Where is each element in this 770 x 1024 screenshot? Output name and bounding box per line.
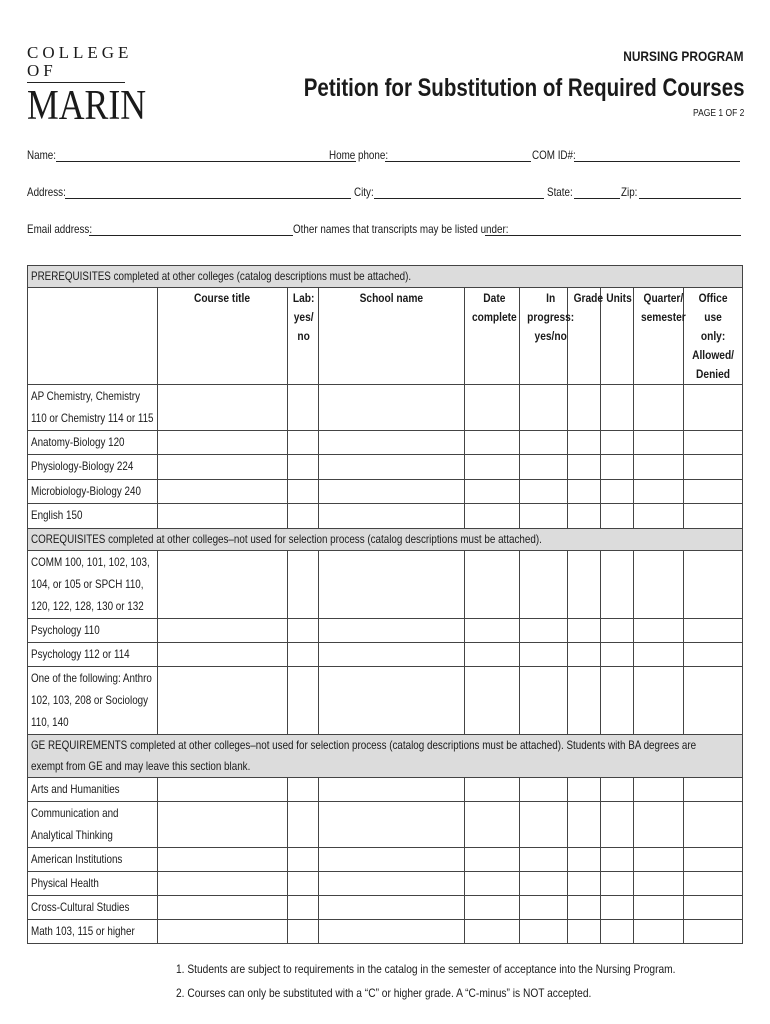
logo-line-marin: MARIN	[27, 83, 147, 129]
table-row	[28, 385, 743, 431]
school-name-cell[interactable]	[319, 431, 465, 455]
state-label: State:	[547, 185, 573, 199]
header-date-complete: Date complete	[465, 288, 520, 385]
footnote-2: 2. Courses can only be substituted with a “C” or higher grade. A “C-minus” is NOT accepted.	[176, 986, 592, 1000]
quarter-semester-cell[interactable]	[634, 455, 684, 480]
quarter-semester-cell[interactable]	[634, 504, 684, 529]
table-row	[28, 643, 743, 667]
requirement-label: Psychology 112 or 114	[31, 647, 130, 661]
course-title-cell[interactable]	[158, 778, 288, 802]
requirement-label: Physiology-Biology 224	[31, 459, 134, 473]
quarter-semester-cell[interactable]	[634, 431, 684, 455]
course-title-cell[interactable]	[158, 920, 288, 944]
units-cell[interactable]	[601, 431, 634, 455]
date-complete-cell[interactable]	[465, 551, 520, 619]
lab-cell[interactable]	[288, 778, 319, 802]
units-cell[interactable]	[601, 551, 634, 619]
table-row	[28, 480, 743, 504]
school-name-cell[interactable]	[319, 455, 465, 480]
office-use-cell	[684, 920, 743, 944]
college-logo	[27, 44, 167, 127]
grade-cell[interactable]	[568, 385, 601, 431]
date-complete-cell[interactable]	[465, 848, 520, 872]
office-use-cell	[684, 431, 743, 455]
school-name-cell[interactable]	[319, 385, 465, 431]
header-quarter-semester: Quarter/ semester	[634, 288, 684, 385]
course-title-cell[interactable]	[158, 504, 288, 529]
date-complete-cell[interactable]	[465, 667, 520, 735]
office-use-cell	[684, 619, 743, 643]
course-table	[27, 265, 743, 944]
logo-line-college-of: COLLEGE OF	[27, 44, 125, 83]
home-phone-field[interactable]	[385, 161, 531, 162]
zip-label: Zip:	[621, 185, 638, 199]
quarter-semester-cell[interactable]	[634, 480, 684, 504]
in-progress-cell[interactable]	[520, 619, 568, 643]
quarter-semester-cell[interactable]	[634, 778, 684, 802]
course-title-cell[interactable]	[158, 896, 288, 920]
requirement-label: One of the following: Anthro 102, 103, 208 or Sociology 110, 140	[31, 671, 152, 729]
address-label: Address:	[27, 185, 66, 199]
in-progress-cell[interactable]	[520, 872, 568, 896]
zip-field[interactable]	[639, 198, 741, 199]
units-cell[interactable]	[601, 643, 634, 667]
quarter-semester-cell[interactable]	[634, 385, 684, 431]
ge-title: GE REQUIREMENTS completed at other colleges–not used for selection process (catalog descriptions must be attached). Students with BA degrees are exempt from GE and may leave this section blank.	[31, 738, 697, 773]
lab-cell[interactable]	[288, 431, 319, 455]
table-row	[28, 504, 743, 529]
units-cell[interactable]	[601, 385, 634, 431]
row-requirement	[28, 480, 158, 504]
date-complete-cell[interactable]	[465, 778, 520, 802]
table-row	[28, 802, 743, 848]
requirement-label: Cross-Cultural Studies	[31, 900, 130, 914]
units-cell[interactable]	[601, 872, 634, 896]
requirement-label: English 150	[31, 508, 83, 522]
name-field[interactable]	[56, 161, 356, 162]
lab-cell[interactable]	[288, 848, 319, 872]
table-row	[28, 778, 743, 802]
grade-cell[interactable]	[568, 848, 601, 872]
grade-cell[interactable]	[568, 872, 601, 896]
coreq-section-header	[28, 529, 743, 551]
ge-section-header	[28, 735, 743, 778]
date-complete-cell[interactable]	[465, 480, 520, 504]
school-name-cell[interactable]	[319, 896, 465, 920]
requirement-label: AP Chemistry, Chemistry 110 or Chemistry 114 or 115	[31, 389, 154, 425]
lab-cell[interactable]	[288, 619, 319, 643]
school-name-cell[interactable]	[319, 920, 465, 944]
table-row	[28, 920, 743, 944]
quarter-semester-cell[interactable]	[634, 667, 684, 735]
office-use-cell	[684, 504, 743, 529]
row-requirement	[28, 896, 158, 920]
course-title-cell[interactable]	[158, 455, 288, 480]
date-complete-cell[interactable]	[465, 802, 520, 848]
course-title-cell[interactable]	[158, 431, 288, 455]
header-grade: Grade	[568, 288, 601, 385]
row-requirement	[28, 802, 158, 848]
in-progress-cell[interactable]	[520, 848, 568, 872]
date-complete-cell[interactable]	[465, 504, 520, 529]
course-title-cell[interactable]	[158, 643, 288, 667]
table-row	[28, 619, 743, 643]
school-name-cell[interactable]	[319, 643, 465, 667]
quarter-semester-cell[interactable]	[634, 896, 684, 920]
grade-cell[interactable]	[568, 643, 601, 667]
header-school-name: School name	[319, 288, 465, 385]
header-lab: Lab: yes/ no	[288, 288, 319, 385]
lab-cell[interactable]	[288, 455, 319, 480]
footnote-1: 1. Students are subject to requirements in the catalog in the semester of acceptance into the Nursing Program.	[176, 962, 676, 976]
lab-cell[interactable]	[288, 480, 319, 504]
requirement-label: COMM 100, 101, 102, 103, 104, or 105 or SPCH 110, 120, 122, 128, 130 or 132	[31, 555, 150, 613]
prereq-section-header	[28, 266, 743, 288]
units-cell[interactable]	[601, 802, 634, 848]
school-name-cell[interactable]	[319, 872, 465, 896]
date-complete-cell[interactable]	[465, 385, 520, 431]
school-name-cell[interactable]	[319, 667, 465, 735]
other-names-label: Other names that transcripts may be listed under:	[293, 222, 509, 236]
units-cell[interactable]	[601, 667, 634, 735]
table-row	[28, 872, 743, 896]
date-complete-cell[interactable]	[465, 619, 520, 643]
course-title-cell[interactable]	[158, 619, 288, 643]
header-office-use: Office use only: Allowed/ Denied	[684, 288, 743, 385]
school-name-cell[interactable]	[319, 778, 465, 802]
office-use-cell	[684, 778, 743, 802]
grade-cell[interactable]	[568, 455, 601, 480]
requirement-label: Physical Health	[31, 876, 99, 890]
units-cell[interactable]	[601, 480, 634, 504]
header-units: Units	[601, 288, 634, 385]
date-complete-cell[interactable]	[465, 920, 520, 944]
row-requirement	[28, 504, 158, 529]
units-cell[interactable]	[601, 920, 634, 944]
in-progress-cell[interactable]	[520, 920, 568, 944]
lab-cell[interactable]	[288, 872, 319, 896]
lab-cell[interactable]	[288, 920, 319, 944]
header-in-progress: In progress: yes/no	[520, 288, 568, 385]
city-field[interactable]	[374, 198, 544, 199]
course-title-cell[interactable]	[158, 551, 288, 619]
requirement-label: Anatomy-Biology 120	[31, 435, 125, 449]
row-requirement	[28, 667, 158, 735]
coreq-title: COREQUISITES completed at other colleges–not used for selection process (catalog descriptions must be attached).	[31, 532, 542, 546]
requirement-label: American Institutions	[31, 852, 123, 866]
school-name-cell[interactable]	[319, 619, 465, 643]
row-requirement	[28, 643, 158, 667]
address-field[interactable]	[65, 198, 351, 199]
units-cell[interactable]	[601, 504, 634, 529]
row-requirement	[28, 872, 158, 896]
row-requirement	[28, 385, 158, 431]
requirement-label: Microbiology-Biology 240	[31, 484, 141, 498]
row-requirement	[28, 455, 158, 480]
in-progress-cell[interactable]	[520, 778, 568, 802]
com-id-label: COM ID#:	[532, 148, 576, 162]
in-progress-cell[interactable]	[520, 551, 568, 619]
row-requirement	[28, 848, 158, 872]
quarter-semester-cell[interactable]	[634, 872, 684, 896]
course-title-cell[interactable]	[158, 848, 288, 872]
table-row	[28, 896, 743, 920]
school-name-cell[interactable]	[319, 480, 465, 504]
course-title-cell[interactable]	[158, 385, 288, 431]
page-number: PAGE 1 OF 2	[692, 108, 744, 119]
office-use-cell	[684, 480, 743, 504]
state-field[interactable]	[574, 198, 620, 199]
lab-cell[interactable]	[288, 896, 319, 920]
other-names-field[interactable]	[485, 235, 741, 236]
grade-cell[interactable]	[568, 619, 601, 643]
table-row	[28, 848, 743, 872]
program-name: NURSING PROGRAM	[623, 48, 744, 64]
grade-cell[interactable]	[568, 504, 601, 529]
in-progress-cell[interactable]	[520, 896, 568, 920]
prereq-rows	[28, 385, 743, 529]
quarter-semester-cell[interactable]	[634, 920, 684, 944]
email-label: Email address:	[27, 222, 93, 236]
field-row-email	[27, 222, 742, 240]
grade-cell[interactable]	[568, 431, 601, 455]
office-use-cell	[684, 872, 743, 896]
date-complete-cell[interactable]	[465, 431, 520, 455]
home-phone-label: Home phone:	[329, 148, 389, 162]
grade-cell[interactable]	[568, 480, 601, 504]
units-cell[interactable]	[601, 619, 634, 643]
quarter-semester-cell[interactable]	[634, 848, 684, 872]
office-use-cell	[684, 385, 743, 431]
in-progress-cell[interactable]	[520, 802, 568, 848]
office-use-cell	[684, 551, 743, 619]
table-row	[28, 551, 743, 619]
lab-cell[interactable]	[288, 667, 319, 735]
city-label: City:	[354, 185, 374, 199]
field-row-name	[27, 148, 742, 166]
in-progress-cell[interactable]	[520, 480, 568, 504]
header-course-title: Course title	[158, 288, 288, 385]
grade-cell[interactable]	[568, 896, 601, 920]
email-field[interactable]	[89, 235, 293, 236]
date-complete-cell[interactable]	[465, 643, 520, 667]
row-requirement	[28, 778, 158, 802]
requirement-label: Psychology 110	[31, 623, 100, 637]
table-row	[28, 455, 743, 480]
column-headers	[28, 288, 743, 385]
coreq-rows	[28, 551, 743, 735]
com-id-field[interactable]	[574, 161, 740, 162]
school-name-cell[interactable]	[319, 802, 465, 848]
office-use-cell	[684, 896, 743, 920]
course-title-cell[interactable]	[158, 480, 288, 504]
quarter-semester-cell[interactable]	[634, 802, 684, 848]
quarter-semester-cell[interactable]	[634, 551, 684, 619]
name-label: Name:	[27, 148, 56, 162]
grade-cell[interactable]	[568, 778, 601, 802]
date-complete-cell[interactable]	[465, 455, 520, 480]
lab-cell[interactable]	[288, 802, 319, 848]
course-title-cell[interactable]	[158, 802, 288, 848]
table-row	[28, 431, 743, 455]
row-requirement	[28, 920, 158, 944]
requirement-label: Arts and Humanities	[31, 782, 120, 796]
school-name-cell[interactable]	[319, 504, 465, 529]
course-title-cell[interactable]	[158, 667, 288, 735]
quarter-semester-cell[interactable]	[634, 619, 684, 643]
in-progress-cell[interactable]	[520, 431, 568, 455]
header-blank	[28, 288, 158, 385]
field-row-address	[27, 185, 742, 203]
lab-cell[interactable]	[288, 643, 319, 667]
lab-cell[interactable]	[288, 385, 319, 431]
school-name-cell[interactable]	[319, 551, 465, 619]
grade-cell[interactable]	[568, 551, 601, 619]
units-cell[interactable]	[601, 778, 634, 802]
office-use-cell	[684, 667, 743, 735]
lab-cell[interactable]	[288, 551, 319, 619]
date-complete-cell[interactable]	[465, 872, 520, 896]
units-cell[interactable]	[601, 455, 634, 480]
units-cell[interactable]	[601, 896, 634, 920]
grade-cell[interactable]	[568, 920, 601, 944]
row-requirement	[28, 551, 158, 619]
office-use-cell	[684, 455, 743, 480]
quarter-semester-cell[interactable]	[634, 643, 684, 667]
office-use-cell	[684, 802, 743, 848]
school-name-cell[interactable]	[319, 848, 465, 872]
date-complete-cell[interactable]	[465, 896, 520, 920]
office-use-cell	[684, 643, 743, 667]
in-progress-cell[interactable]	[520, 385, 568, 431]
table-row	[28, 667, 743, 735]
office-use-cell	[684, 848, 743, 872]
requirement-label: Communication and Analytical Thinking	[31, 806, 119, 842]
grade-cell[interactable]	[568, 667, 601, 735]
page-title: Petition for Substitution of Required Courses	[303, 74, 744, 102]
course-title-cell[interactable]	[158, 872, 288, 896]
requirement-label: Math 103, 115 or higher	[31, 924, 135, 938]
row-requirement	[28, 619, 158, 643]
in-progress-cell[interactable]	[520, 667, 568, 735]
in-progress-cell[interactable]	[520, 504, 568, 529]
prereq-title: PREREQUISITES completed at other colleges (catalog descriptions must be attached).	[31, 269, 412, 283]
in-progress-cell[interactable]	[520, 455, 568, 480]
grade-cell[interactable]	[568, 802, 601, 848]
in-progress-cell[interactable]	[520, 643, 568, 667]
units-cell[interactable]	[601, 848, 634, 872]
lab-cell[interactable]	[288, 504, 319, 529]
row-requirement	[28, 431, 158, 455]
ge-rows	[28, 778, 743, 944]
